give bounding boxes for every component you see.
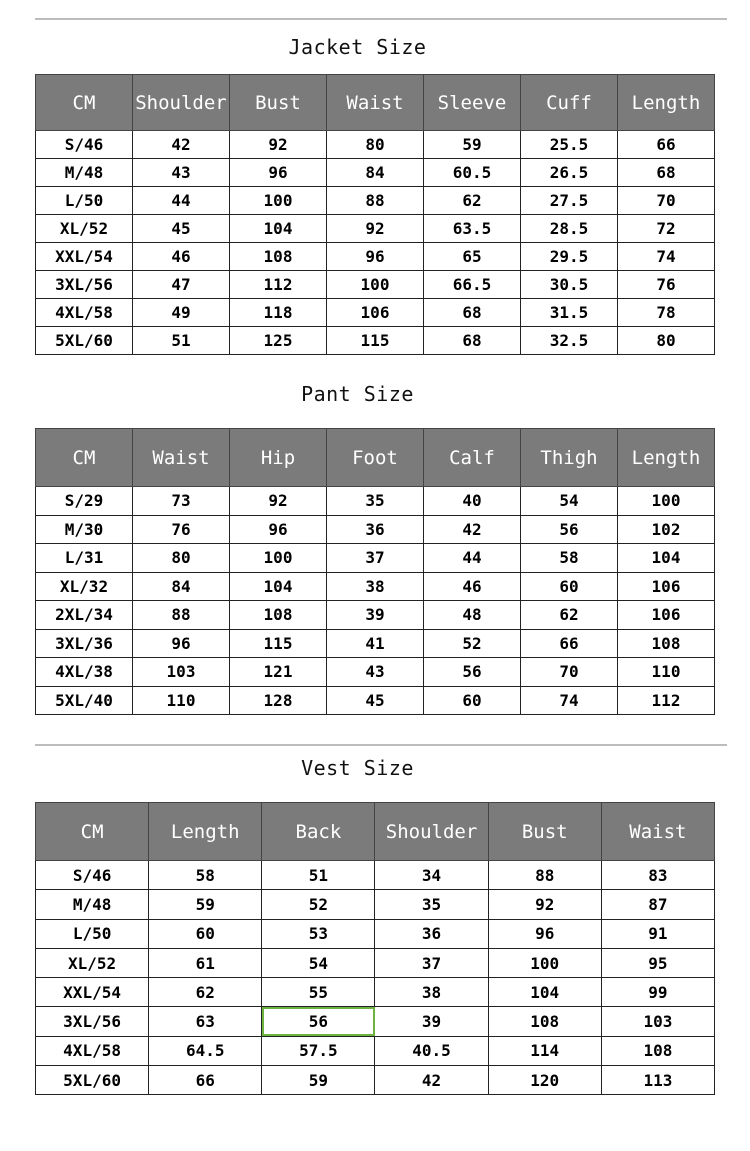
table-row: [36, 1066, 715, 1095]
size-label-cell: S/46: [36, 861, 149, 890]
measurement-cell: 76: [133, 515, 230, 544]
measurement-cell: 100: [618, 487, 715, 516]
measurement-cell: 44: [424, 544, 521, 573]
measurement-cell: 78: [618, 299, 715, 327]
size-label-cell: S/46: [36, 131, 133, 159]
measurement-cell: 30.5: [521, 271, 618, 299]
measurement-cell: 102: [618, 515, 715, 544]
measurement-cell: 87: [601, 890, 714, 919]
measurement-cell: 92: [488, 890, 601, 919]
measurement-cell: 37: [375, 948, 488, 977]
size-label-cell: 5XL/60: [36, 1066, 149, 1095]
size-label-cell: XL/52: [36, 948, 149, 977]
size-label-cell: 3XL/56: [36, 271, 133, 299]
measurement-cell: 76: [618, 271, 715, 299]
measurement-cell: 37: [327, 544, 424, 573]
pant-size-table: [35, 428, 715, 715]
measurement-cell: 63.5: [424, 215, 521, 243]
jacket-column-header: Length: [618, 75, 715, 131]
measurement-cell: 36: [327, 515, 424, 544]
measurement-cell: 44: [133, 187, 230, 215]
measurement-cell: 45: [327, 686, 424, 715]
size-label-cell: S/29: [36, 487, 133, 516]
table-row: [36, 658, 715, 687]
measurement-cell: 58: [521, 544, 618, 573]
measurement-cell: 62: [424, 187, 521, 215]
jacket-column-header: Bust: [230, 75, 327, 131]
table-row: [36, 1036, 715, 1065]
vest-column-header: Bust: [488, 803, 601, 861]
measurement-cell: 100: [230, 187, 327, 215]
measurement-cell: 80: [618, 327, 715, 355]
measurement-cell: 108: [230, 243, 327, 271]
measurement-cell: 112: [230, 271, 327, 299]
measurement-cell: 49: [133, 299, 230, 327]
measurement-cell: 35: [327, 487, 424, 516]
table-row: [36, 601, 715, 630]
measurement-cell: 100: [327, 271, 424, 299]
measurement-cell: 100: [488, 948, 601, 977]
measurement-cell: 113: [601, 1066, 714, 1095]
size-label-cell: 4XL/58: [36, 299, 133, 327]
measurement-cell: 112: [618, 686, 715, 715]
measurement-cell: 68: [424, 327, 521, 355]
measurement-cell: 42: [424, 515, 521, 544]
measurement-cell: 104: [230, 215, 327, 243]
vest-column-header: Waist: [601, 803, 714, 861]
measurement-cell: 34: [375, 861, 488, 890]
measurement-cell: 106: [327, 299, 424, 327]
measurement-cell: 58: [149, 861, 262, 890]
pant-size-title: Pant Size: [301, 382, 414, 406]
measurement-cell: 39: [375, 1007, 488, 1036]
measurement-cell: 27.5: [521, 187, 618, 215]
measurement-cell: 25.5: [521, 131, 618, 159]
vest-column-header: Shoulder: [375, 803, 488, 861]
measurement-cell: 88: [133, 601, 230, 630]
table-row: [36, 187, 715, 215]
measurement-cell: 51: [133, 327, 230, 355]
measurement-cell: 125: [230, 327, 327, 355]
measurement-cell: 84: [327, 159, 424, 187]
size-label-cell: 5XL/40: [36, 686, 133, 715]
table-row: [36, 131, 715, 159]
measurement-cell: 56: [424, 658, 521, 687]
measurement-cell: 70: [618, 187, 715, 215]
measurement-cell: 29.5: [521, 243, 618, 271]
table-row: [36, 544, 715, 573]
measurement-cell: 42: [375, 1066, 488, 1095]
vest-size-title: Vest Size: [301, 756, 414, 780]
measurement-cell: 121: [230, 658, 327, 687]
measurement-cell: 106: [618, 572, 715, 601]
vest-header-row: [36, 803, 715, 861]
measurement-cell: 80: [327, 131, 424, 159]
size-label-cell: 2XL/34: [36, 601, 133, 630]
measurement-cell: 68: [618, 159, 715, 187]
size-label-cell: 3XL/36: [36, 629, 133, 658]
measurement-cell: 104: [488, 978, 601, 1007]
size-label-cell: M/48: [36, 159, 133, 187]
measurement-cell: 45: [133, 215, 230, 243]
measurement-cell: 103: [133, 658, 230, 687]
table-row: [36, 1007, 715, 1036]
size-label-cell: 4XL/58: [36, 1036, 149, 1065]
measurement-cell: 115: [327, 327, 424, 355]
table-row: [36, 299, 715, 327]
pant-column-header: Foot: [327, 429, 424, 487]
measurement-cell: 108: [230, 601, 327, 630]
measurement-cell: 110: [133, 686, 230, 715]
selected-measurement-cell[interactable]: 56: [262, 1007, 375, 1036]
jacket-size-title: Jacket Size: [288, 35, 427, 59]
table-row: [36, 861, 715, 890]
measurement-cell: 55: [262, 978, 375, 1007]
table-row: [36, 327, 715, 355]
measurement-cell: 104: [618, 544, 715, 573]
jacket-column-header: Shoulder: [133, 75, 230, 131]
measurement-cell: 74: [618, 243, 715, 271]
measurement-cell: 66: [618, 131, 715, 159]
size-label-cell: L/50: [36, 187, 133, 215]
table-row: [36, 890, 715, 919]
measurement-cell: 110: [618, 658, 715, 687]
jacket-column-header: Waist: [327, 75, 424, 131]
measurement-cell: 96: [230, 515, 327, 544]
size-label-cell: 3XL/56: [36, 1007, 149, 1036]
measurement-cell: 43: [327, 658, 424, 687]
measurement-cell: 52: [424, 629, 521, 658]
measurement-cell: 40: [424, 487, 521, 516]
size-label-cell: 5XL/60: [36, 327, 133, 355]
size-label-cell: L/50: [36, 919, 149, 948]
measurement-cell: 38: [375, 978, 488, 1007]
pant-column-header: Thigh: [521, 429, 618, 487]
measurement-cell: 108: [601, 1036, 714, 1065]
pant-column-header: Length: [618, 429, 715, 487]
measurement-cell: 103: [601, 1007, 714, 1036]
measurement-cell: 95: [601, 948, 714, 977]
measurement-cell: 96: [133, 629, 230, 658]
measurement-cell: 39: [327, 601, 424, 630]
measurement-cell: 68: [424, 299, 521, 327]
jacket-column-header: Cuff: [521, 75, 618, 131]
measurement-cell: 60: [149, 919, 262, 948]
table-row: [36, 487, 715, 516]
top-divider: [35, 18, 727, 20]
measurement-cell: 59: [262, 1066, 375, 1095]
size-label-cell: XL/52: [36, 215, 133, 243]
table-row: [36, 159, 715, 187]
measurement-cell: 92: [327, 215, 424, 243]
measurement-cell: 48: [424, 601, 521, 630]
table-row: [36, 978, 715, 1007]
measurement-cell: 38: [327, 572, 424, 601]
measurement-cell: 104: [230, 572, 327, 601]
measurement-cell: 88: [327, 187, 424, 215]
measurement-cell: 65: [424, 243, 521, 271]
table-row: [36, 243, 715, 271]
measurement-cell: 80: [133, 544, 230, 573]
size-label-cell: M/48: [36, 890, 149, 919]
measurement-cell: 70: [521, 658, 618, 687]
jacket-header-row: [36, 75, 715, 131]
measurement-cell: 60: [424, 686, 521, 715]
measurement-cell: 46: [133, 243, 230, 271]
measurement-cell: 96: [327, 243, 424, 271]
table-row: [36, 948, 715, 977]
measurement-cell: 74: [521, 686, 618, 715]
measurement-cell: 56: [521, 515, 618, 544]
pant-column-header: Calf: [424, 429, 521, 487]
jacket-size-table: [35, 74, 715, 355]
measurement-cell: 115: [230, 629, 327, 658]
measurement-cell: 36: [375, 919, 488, 948]
measurement-cell: 46: [424, 572, 521, 601]
measurement-cell: 66: [149, 1066, 262, 1095]
pant-column-header: Hip: [230, 429, 327, 487]
size-label-cell: M/30: [36, 515, 133, 544]
measurement-cell: 40.5: [375, 1036, 488, 1065]
measurement-cell: 35: [375, 890, 488, 919]
measurement-cell: 83: [601, 861, 714, 890]
measurement-cell: 62: [521, 601, 618, 630]
measurement-cell: 32.5: [521, 327, 618, 355]
vest-size-table: [35, 802, 715, 1095]
measurement-cell: 28.5: [521, 215, 618, 243]
size-label-cell: XXL/54: [36, 243, 133, 271]
measurement-cell: 42: [133, 131, 230, 159]
measurement-cell: 26.5: [521, 159, 618, 187]
jacket-column-header: CM: [36, 75, 133, 131]
measurement-cell: 64.5: [149, 1036, 262, 1065]
measurement-cell: 114: [488, 1036, 601, 1065]
measurement-cell: 57.5: [262, 1036, 375, 1065]
measurement-cell: 54: [521, 487, 618, 516]
size-label-cell: L/31: [36, 544, 133, 573]
measurement-cell: 91: [601, 919, 714, 948]
measurement-cell: 51: [262, 861, 375, 890]
measurement-cell: 60: [521, 572, 618, 601]
measurement-cell: 54: [262, 948, 375, 977]
measurement-cell: 100: [230, 544, 327, 573]
measurement-cell: 62: [149, 978, 262, 1007]
pant-column-header: Waist: [133, 429, 230, 487]
table-row: [36, 515, 715, 544]
size-label-cell: 4XL/38: [36, 658, 133, 687]
measurement-cell: 66.5: [424, 271, 521, 299]
size-label-cell: XXL/54: [36, 978, 149, 1007]
table-row: [36, 686, 715, 715]
measurement-cell: 96: [230, 159, 327, 187]
measurement-cell: 63: [149, 1007, 262, 1036]
measurement-cell: 96: [488, 919, 601, 948]
table-row: [36, 572, 715, 601]
measurement-cell: 88: [488, 861, 601, 890]
vest-column-header: Back: [262, 803, 375, 861]
measurement-cell: 47: [133, 271, 230, 299]
measurement-cell: 106: [618, 601, 715, 630]
pant-column-header: CM: [36, 429, 133, 487]
measurement-cell: 92: [230, 131, 327, 159]
measurement-cell: 128: [230, 686, 327, 715]
measurement-cell: 41: [327, 629, 424, 658]
measurement-cell: 108: [488, 1007, 601, 1036]
middle-divider: [35, 744, 727, 746]
measurement-cell: 99: [601, 978, 714, 1007]
table-row: [36, 271, 715, 299]
measurement-cell: 60.5: [424, 159, 521, 187]
measurement-cell: 84: [133, 572, 230, 601]
vest-column-header: Length: [149, 803, 262, 861]
jacket-column-header: Sleeve: [424, 75, 521, 131]
measurement-cell: 66: [521, 629, 618, 658]
table-row: [36, 215, 715, 243]
measurement-cell: 59: [149, 890, 262, 919]
measurement-cell: 52: [262, 890, 375, 919]
measurement-cell: 31.5: [521, 299, 618, 327]
measurement-cell: 72: [618, 215, 715, 243]
table-row: [36, 919, 715, 948]
pant-header-row: [36, 429, 715, 487]
measurement-cell: 92: [230, 487, 327, 516]
measurement-cell: 118: [230, 299, 327, 327]
measurement-cell: 53: [262, 919, 375, 948]
vest-column-header: CM: [36, 803, 149, 861]
size-label-cell: XL/32: [36, 572, 133, 601]
measurement-cell: 43: [133, 159, 230, 187]
measurement-cell: 120: [488, 1066, 601, 1095]
table-row: [36, 629, 715, 658]
measurement-cell: 108: [618, 629, 715, 658]
measurement-cell: 61: [149, 948, 262, 977]
measurement-cell: 73: [133, 487, 230, 516]
measurement-cell: 59: [424, 131, 521, 159]
